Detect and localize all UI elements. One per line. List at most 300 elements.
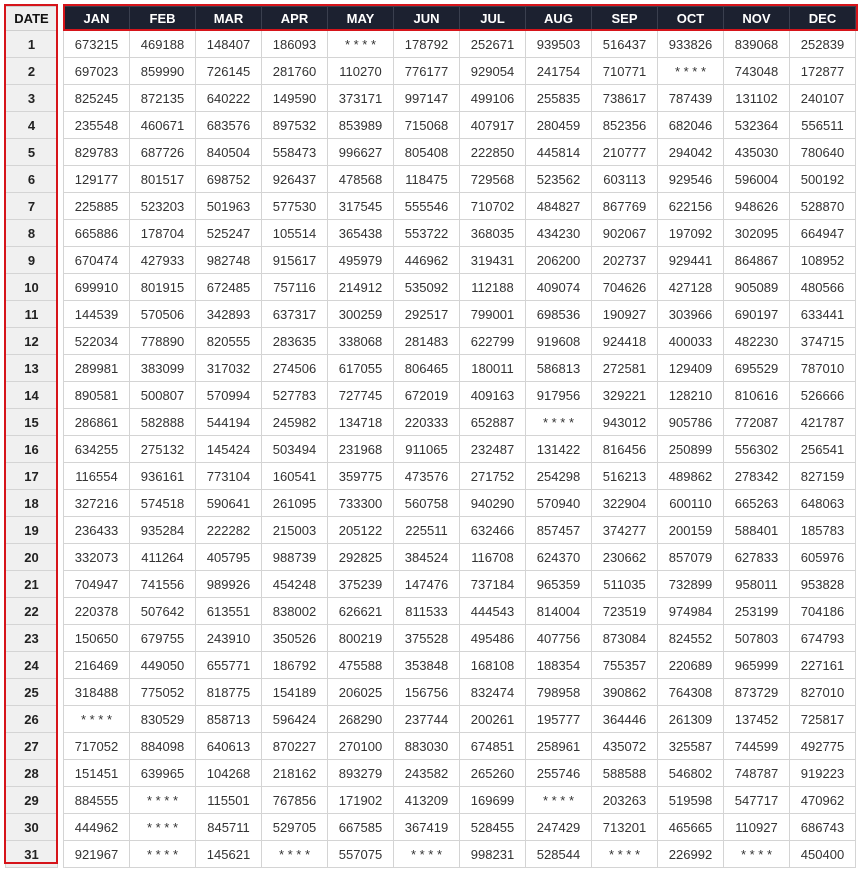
table-row xyxy=(6,274,856,301)
value-cell: 435030 xyxy=(724,139,790,166)
value-cell: 500807 xyxy=(130,382,196,409)
value-cell: 338068 xyxy=(328,328,394,355)
value-cell: 547717 xyxy=(724,787,790,814)
value-cell: 664947 xyxy=(790,220,856,247)
value-cell: 544194 xyxy=(196,409,262,436)
value-cell: 116708 xyxy=(460,544,526,571)
value-cell: 325587 xyxy=(658,733,724,760)
value-cell: 210777 xyxy=(592,139,658,166)
table-row xyxy=(6,517,856,544)
value-cell: 180011 xyxy=(460,355,526,382)
value-cell: 145424 xyxy=(196,436,262,463)
table-row xyxy=(6,463,856,490)
value-cell: 686743 xyxy=(790,814,856,841)
value-cell: 787010 xyxy=(790,355,856,382)
value-cell: 214912 xyxy=(328,274,394,301)
value-cell: 225511 xyxy=(394,517,460,544)
value-cell: 974984 xyxy=(658,598,724,625)
value-cell: 289981 xyxy=(64,355,130,382)
date-cell: 11 xyxy=(6,301,58,328)
value-cell: 148407 xyxy=(196,31,262,58)
value-cell: 129177 xyxy=(64,166,130,193)
table-row xyxy=(6,112,856,139)
value-cell: 511035 xyxy=(592,571,658,598)
value-cell: 105514 xyxy=(262,220,328,247)
table-row xyxy=(6,58,856,85)
value-cell: 280459 xyxy=(526,112,592,139)
value-cell: 178704 xyxy=(130,220,196,247)
value-cell: 805408 xyxy=(394,139,460,166)
value-cell: 698752 xyxy=(196,166,262,193)
value-cell: 243582 xyxy=(394,760,460,787)
value-cell: 917956 xyxy=(526,382,592,409)
value-cell: 255835 xyxy=(526,85,592,112)
value-cell: 905089 xyxy=(724,274,790,301)
value-cell: 738617 xyxy=(592,85,658,112)
table-row xyxy=(6,166,856,193)
value-cell: 268290 xyxy=(328,706,394,733)
value-cell: 254298 xyxy=(526,463,592,490)
value-cell: 110270 xyxy=(328,58,394,85)
value-cell: 829783 xyxy=(64,139,130,166)
date-cell: 14 xyxy=(6,382,58,409)
value-cell: 997147 xyxy=(394,85,460,112)
value-cell: 145621 xyxy=(196,841,262,868)
value-cell: 627833 xyxy=(724,544,790,571)
table-row xyxy=(6,841,856,868)
value-cell: 151451 xyxy=(64,760,130,787)
value-cell: 743048 xyxy=(724,58,790,85)
value-cell: 200159 xyxy=(658,517,724,544)
value-cell: 958011 xyxy=(724,571,790,598)
date-cell: 17 xyxy=(6,463,58,490)
value-cell: 926437 xyxy=(262,166,328,193)
value-cell: 555546 xyxy=(394,193,460,220)
value-cell: 178792 xyxy=(394,31,460,58)
table-row xyxy=(6,733,856,760)
value-cell: 857457 xyxy=(526,517,592,544)
table-body xyxy=(6,31,856,868)
month-header-sep: SEP xyxy=(592,7,658,31)
value-cell: 150650 xyxy=(64,625,130,652)
value-cell: 495486 xyxy=(460,625,526,652)
value-cell: 737184 xyxy=(460,571,526,598)
table-row xyxy=(6,31,856,58)
date-cell: 26 xyxy=(6,706,58,733)
value-cell: 704947 xyxy=(64,571,130,598)
value-cell: 897532 xyxy=(262,112,328,139)
value-cell: 261095 xyxy=(262,490,328,517)
value-cell: * * * * xyxy=(658,58,724,85)
value-cell: 302095 xyxy=(724,220,790,247)
value-cell: 919608 xyxy=(526,328,592,355)
value-cell: 256541 xyxy=(790,436,856,463)
value-cell: 188354 xyxy=(526,652,592,679)
value-cell: 364446 xyxy=(592,706,658,733)
value-cell: 116554 xyxy=(64,463,130,490)
value-cell: 480566 xyxy=(790,274,856,301)
value-cell: 640613 xyxy=(196,733,262,760)
value-cell: 245982 xyxy=(262,409,328,436)
value-cell: 816456 xyxy=(592,436,658,463)
value-cell: 516213 xyxy=(592,463,658,490)
value-cell: 528455 xyxy=(460,814,526,841)
value-cell: 492775 xyxy=(790,733,856,760)
value-cell: 384524 xyxy=(394,544,460,571)
value-cell: 613551 xyxy=(196,598,262,625)
value-cell: 519598 xyxy=(658,787,724,814)
value-cell: 639965 xyxy=(130,760,196,787)
value-cell: * * * * xyxy=(328,31,394,58)
value-cell: 247429 xyxy=(526,814,592,841)
value-cell: 243910 xyxy=(196,625,262,652)
date-cell: 3 xyxy=(6,85,58,112)
value-cell: 864867 xyxy=(724,247,790,274)
value-cell: 375528 xyxy=(394,625,460,652)
date-cell: 29 xyxy=(6,787,58,814)
table-row xyxy=(6,301,856,328)
value-cell: * * * * xyxy=(64,706,130,733)
value-cell: 232487 xyxy=(460,436,526,463)
value-cell: 500192 xyxy=(790,166,856,193)
date-cell: 10 xyxy=(6,274,58,301)
value-cell: 893279 xyxy=(328,760,394,787)
value-cell: 732899 xyxy=(658,571,724,598)
value-cell: 350526 xyxy=(262,625,328,652)
value-cell: 902067 xyxy=(592,220,658,247)
value-cell: * * * * xyxy=(130,787,196,814)
value-cell: 867769 xyxy=(592,193,658,220)
value-cell: 857079 xyxy=(658,544,724,571)
value-cell: 556302 xyxy=(724,436,790,463)
table-row xyxy=(6,571,856,598)
date-cell: 5 xyxy=(6,139,58,166)
value-cell: 222850 xyxy=(460,139,526,166)
value-cell: * * * * xyxy=(394,841,460,868)
value-cell: 622156 xyxy=(658,193,724,220)
value-cell: 574518 xyxy=(130,490,196,517)
value-cell: 186792 xyxy=(262,652,328,679)
value-cell: 698536 xyxy=(526,301,592,328)
value-cell: 523203 xyxy=(130,193,196,220)
value-cell: 172877 xyxy=(790,58,856,85)
value-cell: 679755 xyxy=(130,625,196,652)
value-cell: 373171 xyxy=(328,85,394,112)
value-cell: 996627 xyxy=(328,139,394,166)
value-cell: 322904 xyxy=(592,490,658,517)
value-cell: 553722 xyxy=(394,220,460,247)
value-cell: 775052 xyxy=(130,679,196,706)
value-cell: 704626 xyxy=(592,274,658,301)
value-cell: 800219 xyxy=(328,625,394,652)
value-cell: 271752 xyxy=(460,463,526,490)
value-cell: 588588 xyxy=(592,760,658,787)
value-cell: 890581 xyxy=(64,382,130,409)
date-cell: 4 xyxy=(6,112,58,139)
value-cell: 115501 xyxy=(196,787,262,814)
value-cell: 405795 xyxy=(196,544,262,571)
value-cell: 445814 xyxy=(526,139,592,166)
value-cell: 798958 xyxy=(526,679,592,706)
value-cell: 300259 xyxy=(328,301,394,328)
value-cell: 220333 xyxy=(394,409,460,436)
value-cell: 596424 xyxy=(262,706,328,733)
value-cell: 772087 xyxy=(724,409,790,436)
value-cell: 465665 xyxy=(658,814,724,841)
table-row xyxy=(6,355,856,382)
value-cell: 206025 xyxy=(328,679,394,706)
value-cell: 168108 xyxy=(460,652,526,679)
value-cell: 104268 xyxy=(196,760,262,787)
value-cell: 407756 xyxy=(526,625,592,652)
value-cell: 825245 xyxy=(64,85,130,112)
value-cell: 624370 xyxy=(526,544,592,571)
value-cell: 723519 xyxy=(592,598,658,625)
value-cell: 741556 xyxy=(130,571,196,598)
table-row xyxy=(6,436,856,463)
value-cell: 929546 xyxy=(658,166,724,193)
value-cell: 652887 xyxy=(460,409,526,436)
value-cell: 839068 xyxy=(724,31,790,58)
value-cell: 523562 xyxy=(526,166,592,193)
value-cell: 840504 xyxy=(196,139,262,166)
value-cell: 460671 xyxy=(130,112,196,139)
value-cell: 764308 xyxy=(658,679,724,706)
value-cell: 118475 xyxy=(394,166,460,193)
value-cell: 717052 xyxy=(64,733,130,760)
value-cell: 413209 xyxy=(394,787,460,814)
value-cell: 367419 xyxy=(394,814,460,841)
value-cell: 507803 xyxy=(724,625,790,652)
value-cell: 131422 xyxy=(526,436,592,463)
table-row xyxy=(6,598,856,625)
value-cell: 943012 xyxy=(592,409,658,436)
value-cell: 525247 xyxy=(196,220,262,247)
value-cell: 427933 xyxy=(130,247,196,274)
value-cell: 332073 xyxy=(64,544,130,571)
value-cell: 149590 xyxy=(262,85,328,112)
table-row xyxy=(6,193,856,220)
date-cell: 28 xyxy=(6,760,58,787)
value-cell: 272581 xyxy=(592,355,658,382)
value-cell: 674793 xyxy=(790,625,856,652)
value-cell: 818775 xyxy=(196,679,262,706)
date-cell: 12 xyxy=(6,328,58,355)
value-cell: 231968 xyxy=(328,436,394,463)
value-cell: 342893 xyxy=(196,301,262,328)
date-cell: 24 xyxy=(6,652,58,679)
value-cell: 570940 xyxy=(526,490,592,517)
value-cell: 965359 xyxy=(526,571,592,598)
date-cell: 15 xyxy=(6,409,58,436)
month-header-dec: DEC xyxy=(790,7,856,31)
month-header-may: MAY xyxy=(328,7,394,31)
value-cell: 241754 xyxy=(526,58,592,85)
value-cell: 235548 xyxy=(64,112,130,139)
value-cell: 482230 xyxy=(724,328,790,355)
value-cell: 532364 xyxy=(724,112,790,139)
value-cell: 710702 xyxy=(460,193,526,220)
value-cell: 605976 xyxy=(790,544,856,571)
value-cell: 275132 xyxy=(130,436,196,463)
table-row xyxy=(6,760,856,787)
table-row xyxy=(6,85,856,112)
date-cell: 20 xyxy=(6,544,58,571)
value-cell: 516437 xyxy=(592,31,658,58)
value-cell: 258961 xyxy=(526,733,592,760)
value-cell: 220689 xyxy=(658,652,724,679)
value-cell: 590641 xyxy=(196,490,262,517)
value-cell: 674851 xyxy=(460,733,526,760)
value-cell: 586813 xyxy=(526,355,592,382)
value-cell: 852356 xyxy=(592,112,658,139)
value-cell: 261309 xyxy=(658,706,724,733)
value-cell: 112188 xyxy=(460,274,526,301)
value-cell: 292517 xyxy=(394,301,460,328)
value-cell: 473576 xyxy=(394,463,460,490)
value-cell: 495979 xyxy=(328,247,394,274)
date-cell: 21 xyxy=(6,571,58,598)
value-cell: 767856 xyxy=(262,787,328,814)
value-cell: 953828 xyxy=(790,571,856,598)
value-cell: 546802 xyxy=(658,760,724,787)
value-cell: 640222 xyxy=(196,85,262,112)
value-cell: 225885 xyxy=(64,193,130,220)
table-row xyxy=(6,652,856,679)
value-cell: 682046 xyxy=(658,112,724,139)
value-cell: 801915 xyxy=(130,274,196,301)
table-row xyxy=(6,544,856,571)
value-cell: 929441 xyxy=(658,247,724,274)
value-cell: 873084 xyxy=(592,625,658,652)
table-row xyxy=(6,625,856,652)
value-cell: 939503 xyxy=(526,31,592,58)
value-cell: 733300 xyxy=(328,490,394,517)
value-cell: 220378 xyxy=(64,598,130,625)
value-cell: 778890 xyxy=(130,328,196,355)
header-row xyxy=(6,7,856,31)
value-cell: 353848 xyxy=(394,652,460,679)
value-cell: 780640 xyxy=(790,139,856,166)
value-cell: 317032 xyxy=(196,355,262,382)
value-cell: 617055 xyxy=(328,355,394,382)
value-cell: 773104 xyxy=(196,463,262,490)
value-cell: 858713 xyxy=(196,706,262,733)
value-cell: 446962 xyxy=(394,247,460,274)
value-cell: 832474 xyxy=(460,679,526,706)
value-cell: 108952 xyxy=(790,247,856,274)
value-cell: 729568 xyxy=(460,166,526,193)
value-cell: 603113 xyxy=(592,166,658,193)
value-cell: 169699 xyxy=(460,787,526,814)
table-row xyxy=(6,139,856,166)
value-cell: 409163 xyxy=(460,382,526,409)
value-cell: 911065 xyxy=(394,436,460,463)
value-cell: 283635 xyxy=(262,328,328,355)
value-cell: 634255 xyxy=(64,436,130,463)
value-cell: 327216 xyxy=(64,490,130,517)
value-cell: 687726 xyxy=(130,139,196,166)
value-cell: 128210 xyxy=(658,382,724,409)
table-row xyxy=(6,247,856,274)
value-cell: 845711 xyxy=(196,814,262,841)
value-cell: 755357 xyxy=(592,652,658,679)
value-cell: 806465 xyxy=(394,355,460,382)
month-header-oct: OCT xyxy=(658,7,724,31)
table-row xyxy=(6,787,856,814)
date-cell: 8 xyxy=(6,220,58,247)
value-cell: 407917 xyxy=(460,112,526,139)
value-cell: * * * * xyxy=(526,787,592,814)
table-row xyxy=(6,409,856,436)
month-header-jul: JUL xyxy=(460,7,526,31)
value-cell: 200261 xyxy=(460,706,526,733)
value-cell: 633441 xyxy=(790,301,856,328)
value-cell: 622799 xyxy=(460,328,526,355)
date-cell: 27 xyxy=(6,733,58,760)
value-cell: 670474 xyxy=(64,247,130,274)
value-cell: 390862 xyxy=(592,679,658,706)
date-cell: 9 xyxy=(6,247,58,274)
value-cell: 489862 xyxy=(658,463,724,490)
value-cell: 469188 xyxy=(130,31,196,58)
value-cell: 317545 xyxy=(328,193,394,220)
value-cell: 215003 xyxy=(262,517,328,544)
value-cell: 776177 xyxy=(394,58,460,85)
value-cell: 435072 xyxy=(592,733,658,760)
month-header-nov: NOV xyxy=(724,7,790,31)
value-cell: 195777 xyxy=(526,706,592,733)
value-cell: 935284 xyxy=(130,517,196,544)
value-cell: 156756 xyxy=(394,679,460,706)
value-cell: 411264 xyxy=(130,544,196,571)
value-cell: 400033 xyxy=(658,328,724,355)
value-cell: 255746 xyxy=(526,760,592,787)
value-cell: 801517 xyxy=(130,166,196,193)
value-cell: 503494 xyxy=(262,436,328,463)
value-cell: 726145 xyxy=(196,58,262,85)
value-cell: 799001 xyxy=(460,301,526,328)
value-cell: 695529 xyxy=(724,355,790,382)
value-cell: 921967 xyxy=(64,841,130,868)
month-header-jan: JAN xyxy=(64,7,130,31)
value-cell: 699910 xyxy=(64,274,130,301)
date-cell: 18 xyxy=(6,490,58,517)
value-cell: 915617 xyxy=(262,247,328,274)
value-cell: 710771 xyxy=(592,58,658,85)
value-cell: 570994 xyxy=(196,382,262,409)
value-cell: 368035 xyxy=(460,220,526,247)
value-cell: 527783 xyxy=(262,382,328,409)
date-cell: 1 xyxy=(6,31,58,58)
value-cell: 475588 xyxy=(328,652,394,679)
value-cell: 154189 xyxy=(262,679,328,706)
value-cell: 203263 xyxy=(592,787,658,814)
value-cell: 144539 xyxy=(64,301,130,328)
value-cell: 227161 xyxy=(790,652,856,679)
value-cell: 250899 xyxy=(658,436,724,463)
table-row xyxy=(6,490,856,517)
table-row xyxy=(6,814,856,841)
date-cell: 13 xyxy=(6,355,58,382)
month-header-feb: FEB xyxy=(130,7,196,31)
month-header-jun: JUN xyxy=(394,7,460,31)
value-cell: 853989 xyxy=(328,112,394,139)
value-cell: 667585 xyxy=(328,814,394,841)
value-cell: 872135 xyxy=(130,85,196,112)
date-cell: 7 xyxy=(6,193,58,220)
value-cell: 827159 xyxy=(790,463,856,490)
